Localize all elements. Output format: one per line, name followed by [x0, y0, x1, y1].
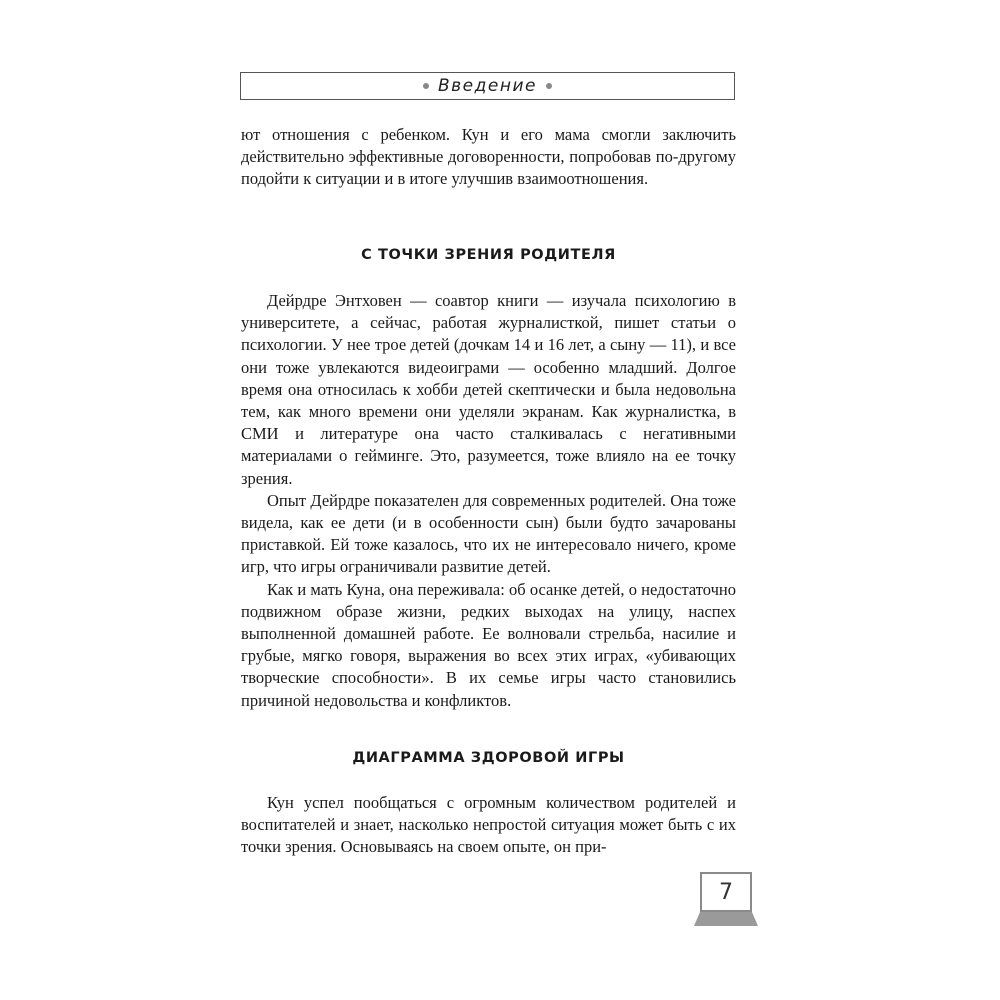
paragraph: Опыт Дейрдре показателен для современных родителей. Она тоже видела, как ее дети (и в особенности сын) были будто зачарованы приставкой. Ей тоже казалось, что их не интересовало ничего, кроме игр, что игры ограничивали развитие детей.	[241, 490, 736, 577]
bullet-dot-icon	[546, 83, 552, 89]
section1-body	[241, 290, 736, 712]
paragraph: Кун успел пообщаться с огромным количеством родителей и воспитателей и знает, насколько непростой ситуация может быть с их точки зрения. Основываясь на своем опыте, он при-	[241, 793, 736, 857]
section-heading-healthy-play-diagram: ДИАГРАММА ЗДОРОВОЙ ИГРЫ	[352, 750, 625, 766]
laptop-base	[694, 912, 758, 926]
paragraph: Дейрдре Энтховен — соавтор книги — изучала психологию в университете, а сейчас, работая журналисткой, пишет статьи о психологии. У нее трое детей (дочкам 14 и 16 лет, а сыну — 11), и все они тоже увлекаются видеоиграми — особенно младший. Долгое время она относилась к хобби детей скептически и была недовольна тем, как много времени они уделяли экранам. Как журналистка, в СМИ и литературе она часто сталкивалась с негативными материалами о гейминге. Это, разумеется, тоже влияло на ее точку зрения.	[241, 291, 736, 488]
header-title: Введение	[438, 76, 537, 96]
paragraph: Как и мать Куна, она переживала: об осанке детей, о недостаточно подвижном образе жизни, редких выходах на улицу, наспех выполненной домашней работе. Ее волновали стрельба, насилие и грубые, мягко говоря, выражения во всех этих играх, «убивающих творческие способности». В их семье игры часто становились причиной недовольства и конфликтов.	[241, 579, 736, 710]
laptop-screen	[700, 872, 752, 912]
page-number-laptop-icon	[694, 872, 758, 928]
intro-paragraph: ют отношения с ребенком. Кун и его мама смогли заключить действительно эффективные договоренности, попробовав по-другому подойти к ситуации и в итоге улучшив взаимоотношения.	[241, 125, 736, 189]
intro-text	[241, 124, 736, 191]
section2-body	[241, 792, 736, 859]
running-header	[240, 72, 735, 100]
page-number: 7	[719, 879, 733, 905]
section-heading-parent-view: С ТОЧКИ ЗРЕНИЯ РОДИТЕЛЯ	[361, 247, 616, 263]
bullet-dot-icon	[423, 83, 429, 89]
